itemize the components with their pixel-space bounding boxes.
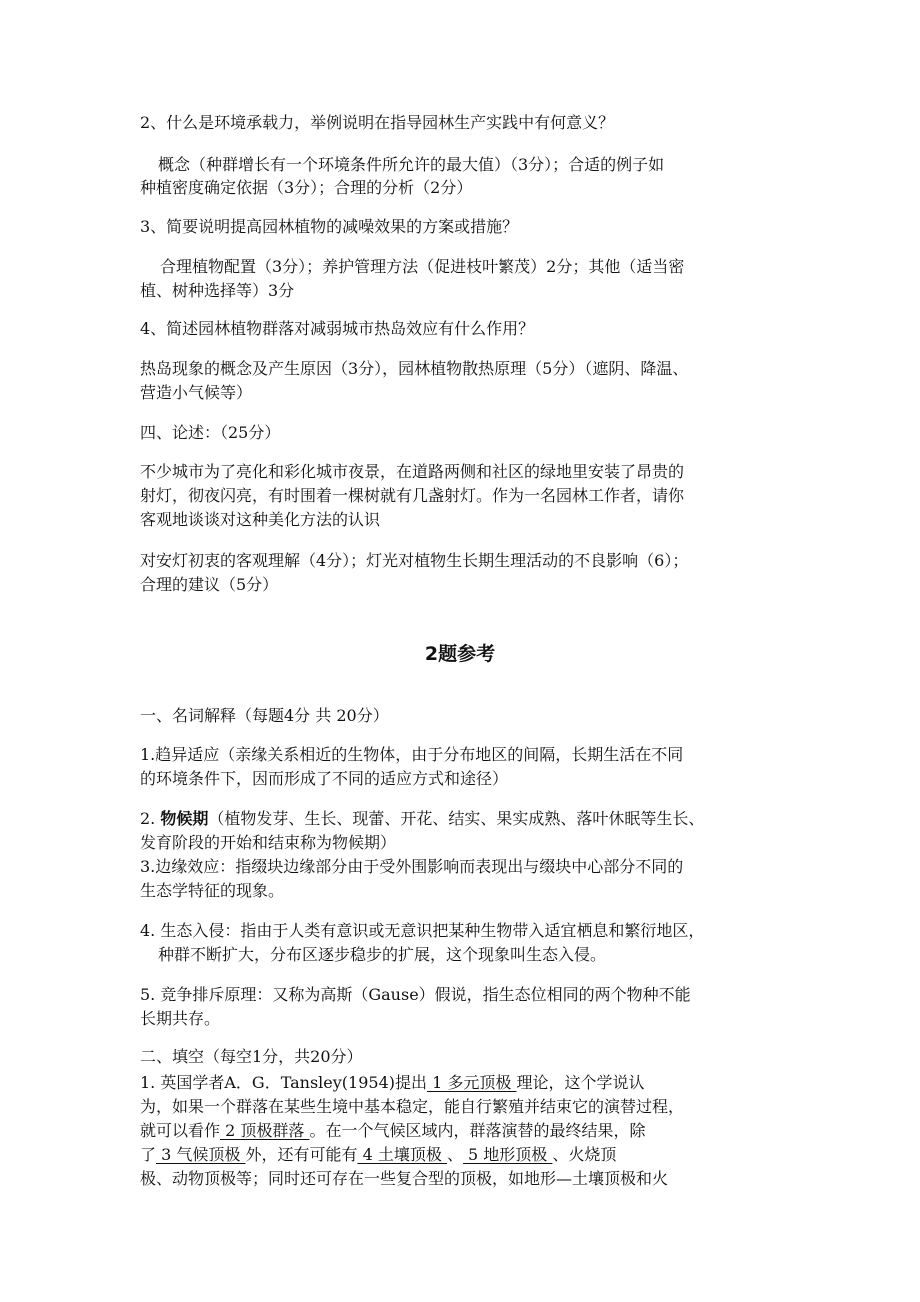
question-4: 4、简述园林植物群落对减弱城市热岛效应有什么作用？ [140, 319, 535, 338]
answer-3-line-1: 合理植物配置（3分）；养护管理方法（促进枝叶繁茂）2分；其他（适当密 [160, 257, 685, 276]
term-2-number: 2. [140, 809, 161, 828]
blank-3-answer: 3 气候顶极 [156, 1145, 246, 1164]
blank-2-answer: 2 顶极群落 [220, 1121, 310, 1140]
fill-1-text-rest: 理论，这个学说认 [516, 1073, 645, 1092]
term-1-line-2: 的环境条件下，因而形成了不同的适应方式和途径） [140, 769, 509, 788]
fill-line-1 [140, 1072, 800, 1094]
fill-line-2: 为，如果一个群落在某些生境中基本稳定，能自行繁殖并结束它的演替过程， [140, 1097, 685, 1116]
fill-3-text: 就可以看作 [140, 1121, 221, 1140]
part-1-heading: 一、名词解释（每题4分 共 20分） [140, 706, 389, 725]
term-5-line-2: 长期共存。 [140, 1009, 221, 1028]
section-4-heading: 四、论述：（25分） [140, 423, 281, 442]
part-2-heading: 二、填空（每空1分，共20分） [140, 1047, 363, 1066]
term-3-line-2: 生态学特征的现象。 [140, 881, 285, 900]
term-2-title: 物候期 [160, 809, 209, 828]
term-5-line-1: 5. 竞争排斥原理：又称为高斯（Gause）假说，指生态位相同的两个物种不能 [140, 985, 691, 1004]
term-4-line-2: 种群不断扩大，分布区逐步稳步的扩展，这个现象叫生态入侵。 [158, 945, 607, 964]
term-2-definition: （植物发芽、生长、现蕾、开花、结实、果实成熟、落叶休眠等生长、 [208, 809, 705, 828]
term-4-line-1: 4. 生态入侵：指由于人类有意识或无意识把某种生物带入适宜栖息和繁衍地区， [140, 921, 705, 940]
fill-1-text: 1. 英国学者A．G．Tansley(1954)提出 [140, 1073, 428, 1092]
fill-4-text-rest: 、火烧顶 [552, 1145, 617, 1164]
fill-line-4 [140, 1144, 800, 1166]
fill-4-text-mid: 外，还有可能有 [245, 1145, 358, 1164]
essay-prompt-line-3: 客观地谈谈对这种美化方法的认识 [140, 510, 381, 529]
answer-2-line-1: 概念（种群增长有一个环境条件所允许的最大值）（3分）；合适的例子如 [158, 155, 665, 174]
essay-prompt-line-1: 不少城市为了亮化和彩化城市夜景，在道路两侧和社区的绿地里安装了昂贵的 [140, 462, 685, 481]
term-1-line-1: 1.趋异适应（亲缘关系相近的生物体，由于分布地区的间隔，长期生活在不同 [140, 745, 684, 764]
essay-answer-line-1: 对安灯初衷的客观理解（4分）；灯光对植物生长期生理活动的不良影响（6）； [140, 551, 689, 570]
answer-4-line-1: 热岛现象的概念及产生原因（3分），园林植物散热原理（5分）（遮阴、降温、 [140, 359, 689, 378]
term-2-line-2: 发育阶段的开始和结束称为物候期） [140, 833, 397, 852]
question-3: 3、简要说明提高园林植物的减噪效果的方案或措施？ [140, 217, 519, 236]
blank-4-answer: 4 土壤顶极 [357, 1145, 447, 1164]
fill-line-5: 极、动物顶极等；同时还可存在一些复合型的顶极，如地形—土壤顶极和火 [140, 1169, 669, 1188]
blank-1-answer: 1 多元顶极 [427, 1073, 517, 1092]
answer-2-line-2: 种植密度确定依据（3分）；合理的分析（2分） [140, 178, 473, 197]
page-title: 2题参考 [424, 643, 496, 665]
term-3-line-1: 3.边缘效应：指缀块边缘部分由于受外围影响而表现出与缀块中心部分不同的 [140, 857, 684, 876]
fill-4-text: 了 [140, 1145, 157, 1164]
blank-5-answer: 5 地形顶极 [462, 1145, 553, 1164]
term-2-line-1 [140, 808, 800, 830]
answer-4-line-2: 营造小气候等） [140, 383, 253, 402]
essay-answer-line-2: 合理的建议（5分） [140, 575, 279, 594]
question-2: 2、什么是环境承载力，举例说明在指导园林生产实践中有何意义？ [140, 113, 615, 132]
answer-3-line-2: 植、树种选择等）3分 [140, 281, 295, 300]
fill-line-3 [140, 1120, 800, 1142]
fill-4-separator: 、 [446, 1145, 463, 1164]
essay-prompt-line-2: 射灯，彻夜闪亮，有时围着一棵树就有几盏射灯。作为一名园林工作者，请你 [140, 486, 685, 505]
fill-3-text-rest: 。在一个气候区域内，群落演替的最终结果，除 [309, 1121, 646, 1140]
